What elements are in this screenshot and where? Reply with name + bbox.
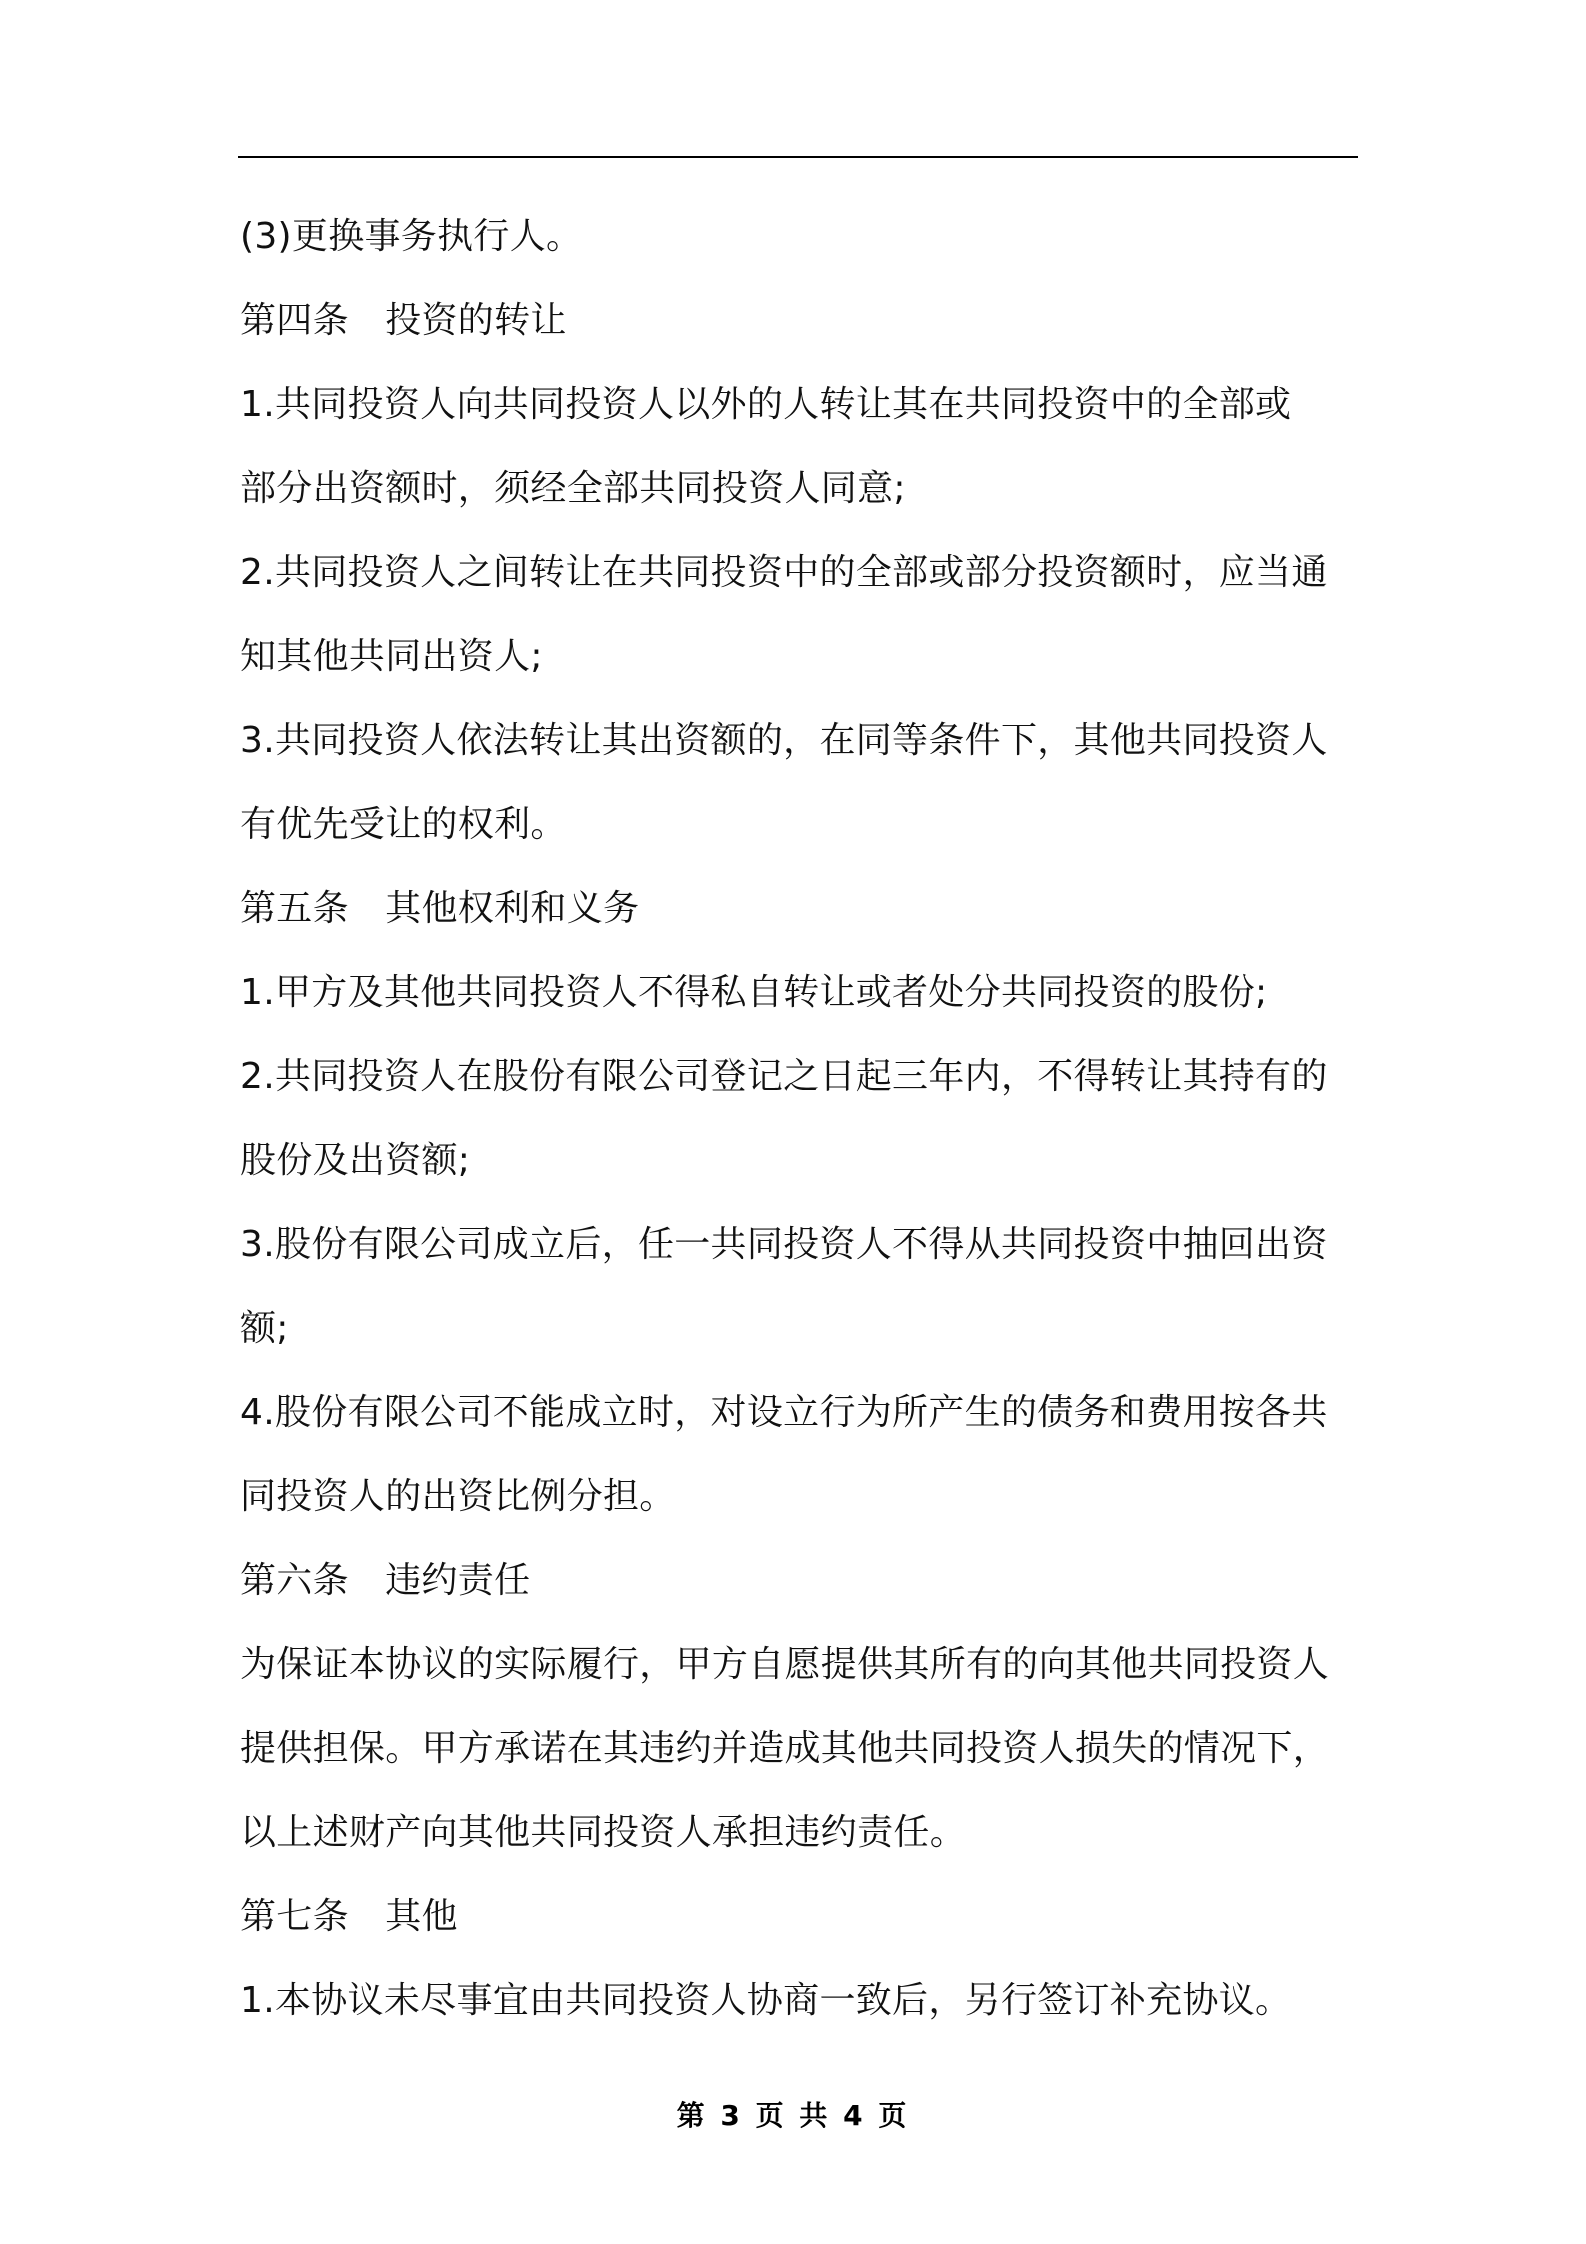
text-line: 3.股份有限公司成立后，任一共同投资人不得从共同投资中抽回出资 xyxy=(240,1224,1328,1265)
text-line: 2.共同投资人在股份有限公司登记之日起三年内，不得转让其持有的 xyxy=(240,1056,1328,1097)
document-body xyxy=(240,195,1365,2043)
page-number: 第 3 页 共 4 页 xyxy=(676,2099,910,2132)
text-line: 4.股份有限公司不能成立时，对设立行为所产生的债务和费用按各共 xyxy=(240,1392,1328,1433)
text-line: 2.共同投资人之间转让在共同投资中的全部或部分投资额时，应当通 xyxy=(240,552,1328,593)
text-line: 为保证本协议的实际履行，甲方自愿提供其所有的向其他共同投资人 xyxy=(240,1644,1330,1685)
text-line: 3.共同投资人依法转让其出资额的，在同等条件下，其他共同投资人 xyxy=(240,720,1328,761)
text-line: 提供担保。甲方承诺在其违约并造成其他共同投资人损失的情况下， xyxy=(240,1728,1330,1769)
section-heading: 第五条 其他权利和义务 xyxy=(240,888,640,929)
section-heading: 第四条 投资的转让 xyxy=(240,300,567,341)
text-line: 1.甲方及其他共同投资人不得私自转让或者处分共同投资的股份; xyxy=(240,972,1268,1013)
text-line: 股份及出资额; xyxy=(240,1140,471,1181)
text-line: 知其他共同出资人; xyxy=(240,636,543,677)
text-line: 1.共同投资人向共同投资人以外的人转让其在共同投资中的全部或 xyxy=(240,384,1292,425)
section-heading: 第七条 其他 xyxy=(240,1896,458,1937)
header-rule xyxy=(238,156,1358,158)
text-line: 有优先受让的权利。 xyxy=(240,804,567,845)
text-line: 以上述财产向其他共同投资人承担违约责任。 xyxy=(240,1812,967,1853)
text-line: (3)更换事务执行人。 xyxy=(240,216,583,257)
text-line: 1.本协议未尽事宜由共同投资人协商一致后，另行签订补充协议。 xyxy=(240,1980,1292,2021)
section-heading: 第六条 违约责任 xyxy=(240,1560,531,1601)
text-line: 部分出资额时，须经全部共同投资人同意; xyxy=(240,468,906,509)
text-line: 同投资人的出资比例分担。 xyxy=(240,1476,676,1517)
text-line: 额; xyxy=(240,1308,289,1349)
